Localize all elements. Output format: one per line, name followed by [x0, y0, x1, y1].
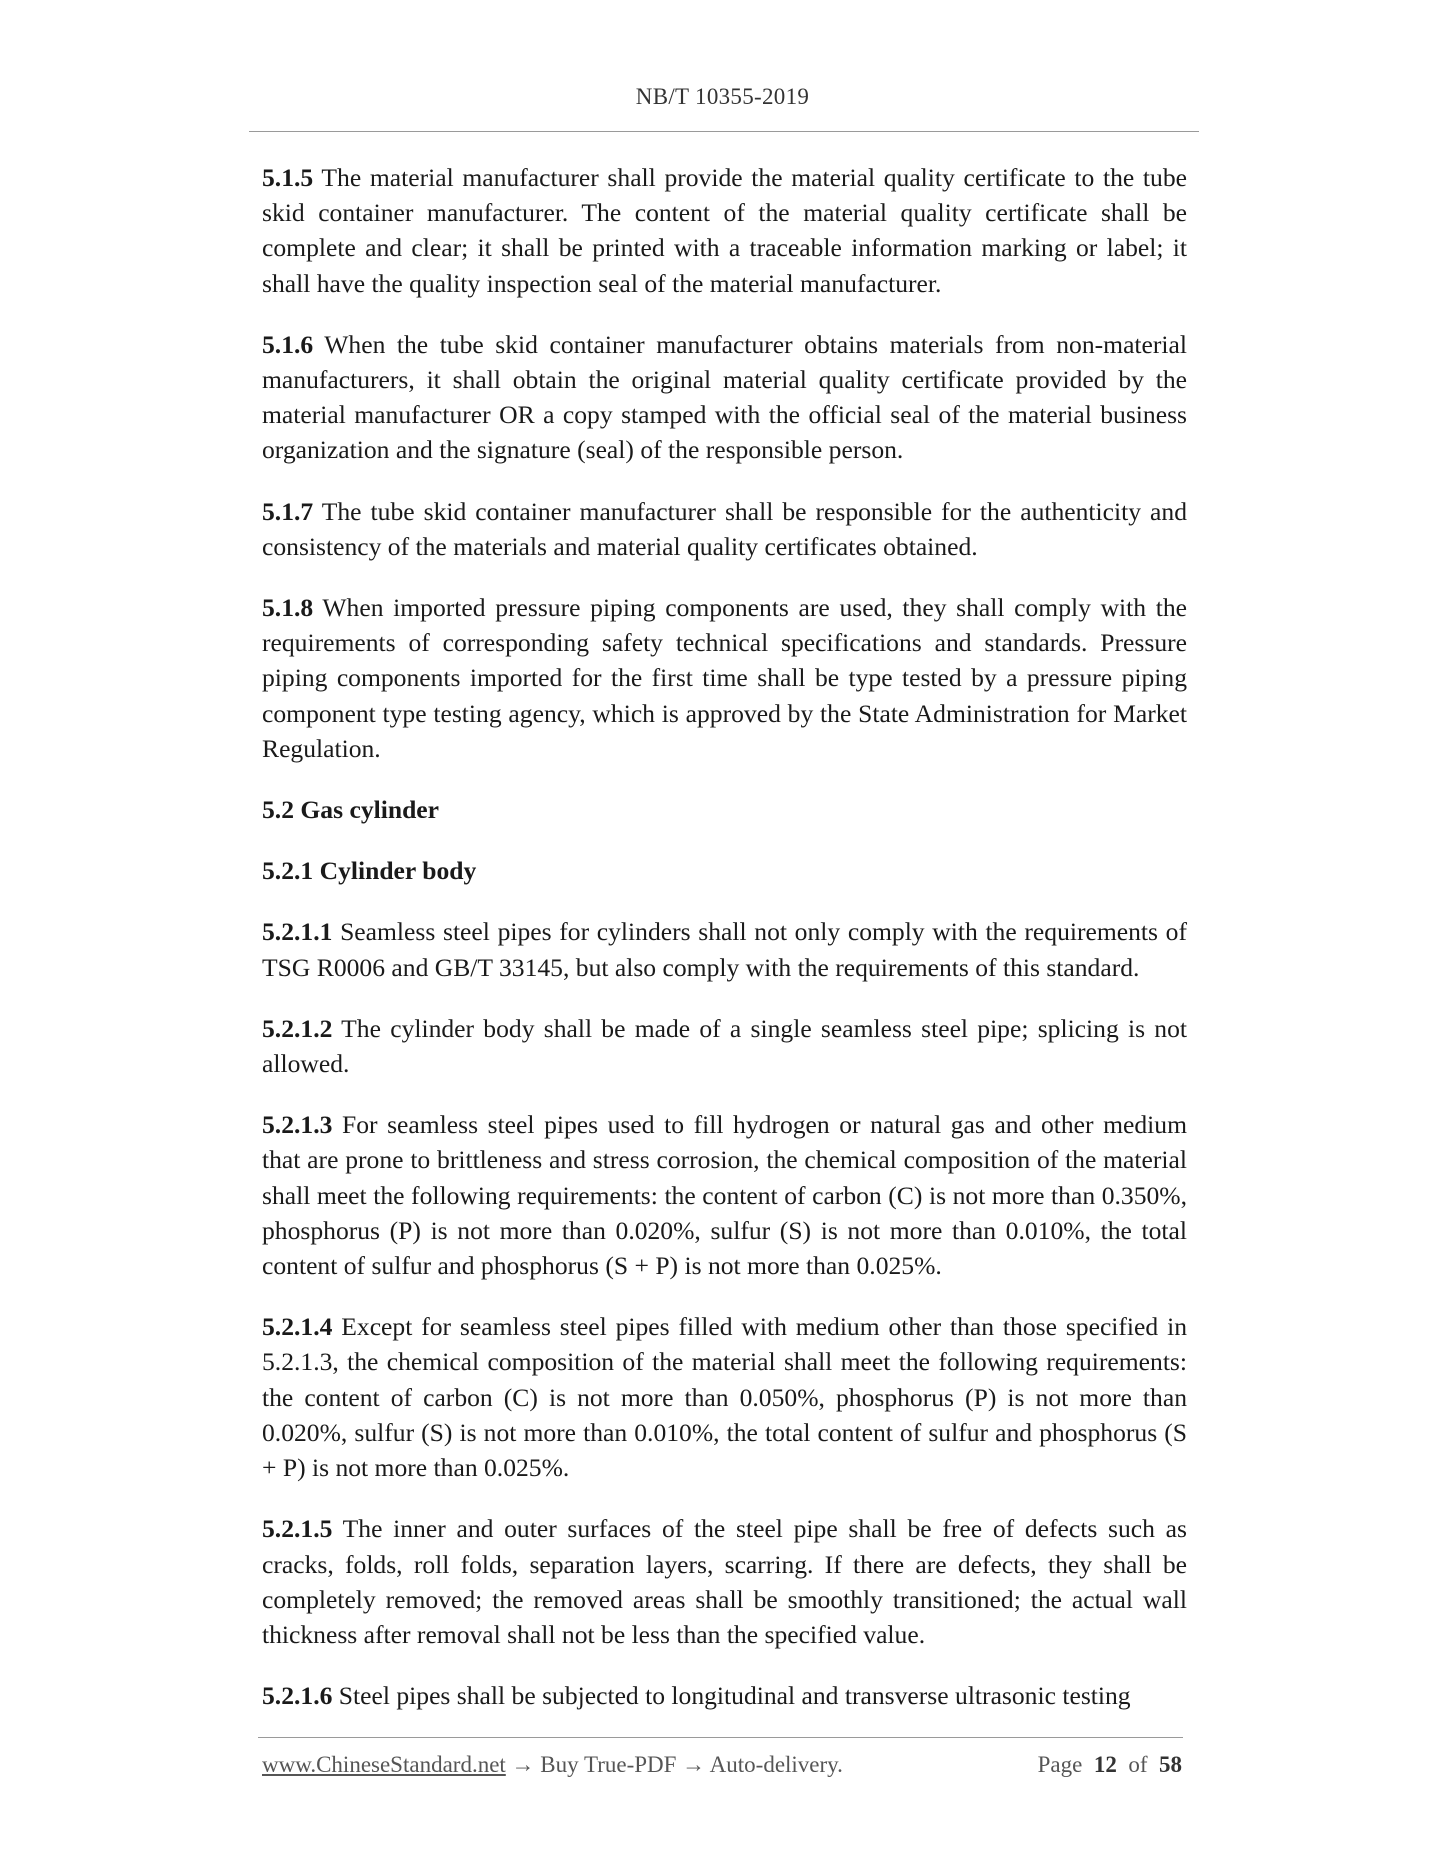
- clause-number: 5.2.1.4: [262, 1312, 333, 1342]
- clause-5-1-6: [262, 327, 1187, 468]
- section-heading-5-2-1: 5.2.1 Cylinder body: [262, 856, 477, 886]
- footer-promo-text: → Buy True-PDF → Auto-delivery.: [505, 1752, 843, 1777]
- clause-number: 5.1.6: [262, 329, 314, 359]
- clause-5-1-8: [262, 590, 1187, 766]
- clause-number: 5.2.1.6: [262, 1681, 333, 1711]
- clause-number: 5.2.1.1: [262, 917, 333, 947]
- footer-promo: [262, 1752, 843, 1778]
- page-number: 12: [1093, 1752, 1117, 1777]
- document-header: NB/T 10355-2019: [635, 84, 810, 109]
- clause-text: When the tube skid container manufacturer obtains materials from non-material manufacturers, it shall obtain the original material quality certificate provided by the material manufacturer OR a copy stamped with the official seal of the material business organization and the signature (seal) of the responsible person.: [262, 329, 1187, 465]
- clause-number: 5.2.1.3: [262, 1110, 333, 1140]
- clause-text: Steel pipes shall be subjected to longitudinal and transverse ultrasonic testing: [332, 1681, 1131, 1711]
- clause-text: For seamless steel pipes used to fill hydrogen or natural gas and other medium that are prone to brittleness and stress corrosion, the chemical composition of the material shall meet the following requirements: the content of carbon (C) is not more than 0.350%, phosphorus (P) is not more than 0.020%, sulfur (S) is not more than 0.010%, the total content of sulfur and phosphorus (S + P) is not more than 0.025%.: [262, 1110, 1187, 1281]
- website-link[interactable]: www.ChineseStandard.net: [262, 1752, 506, 1777]
- page-total: 58: [1159, 1752, 1182, 1777]
- page-footer: [262, 1752, 1182, 1778]
- clause-number: 5.2.1.5: [262, 1514, 333, 1544]
- clause-number: 5.1.7: [262, 496, 314, 526]
- clause-5-2-1-2: [262, 1011, 1187, 1081]
- clause-number: 5.2.1.2: [262, 1013, 333, 1043]
- section-heading-5-2: 5.2 Gas cylinder: [262, 795, 440, 825]
- clause-5-2-1-4: [262, 1309, 1187, 1485]
- document-body: [262, 160, 1187, 1739]
- clause-5-2-1-6: [262, 1678, 1187, 1713]
- clause-text: The tube skid container manufacturer shall be responsible for the authenticity and consistency of the materials and material quality certificates obtained.: [262, 496, 1187, 561]
- clause-5-1-7: [262, 494, 1187, 564]
- clause-text: Seamless steel pipes for cylinders shall not only comply with the requirements of TSG R0006 and GB/T 33145, but also comply with the requirements of this standard.: [262, 917, 1187, 982]
- page-word: Page: [1037, 1752, 1083, 1777]
- clause-5-2-1-5: [262, 1511, 1187, 1652]
- clause-text: The cylinder body shall be made of a single seamless steel pipe; splicing is not allowed.: [262, 1013, 1187, 1079]
- clause-text: When imported pressure piping components are used, they shall comply with the requirements of corresponding safety technical specifications and standards. Pressure piping components imported for the first time shall be type tested by a pressure piping component type testing agency, which is approved by the State Administration for Market Regulation.: [262, 593, 1187, 763]
- clause-text: Except for seamless steel pipes filled with medium other than those specified in 5.2.1.3, the chemical composition of the material shall meet the following requirements: the content of carbon (C) is not more than 0.050%, phosphorus (P) is not more than 0.020%, sulfur (S) is not more than 0.010%, the total content of sulfur and phosphorus (S + P) is not more than 0.025%.: [262, 1312, 1187, 1483]
- clause-text: The material manufacturer shall provide the material quality certificate to the tube skid container manufacturer. The content of the material quality certificate shall be complete and clear; it shall be printed with a traceable information marking or label; it shall have the quality inspection seal of the material manufacturer.: [262, 163, 1187, 298]
- clause-text: The inner and outer surfaces of the steel pipe shall be free of defects such as cracks, folds, roll folds, separation layers, scarring. If there are defects, they shall be completely removed; the removed areas shall be smoothly transitioned; the actual wall thickness after removal shall not be less than the specified value.: [262, 1514, 1187, 1649]
- clause-5-2-1-1: [262, 914, 1187, 984]
- footer-divider: [258, 1737, 1183, 1738]
- clause-5-1-5: [262, 160, 1187, 301]
- page-indicator: [1038, 1752, 1182, 1778]
- clause-5-2-1-3: [262, 1107, 1187, 1283]
- header-divider: [249, 131, 1199, 132]
- clause-number: 5.1.5: [262, 163, 314, 192]
- clause-number: 5.1.8: [262, 593, 314, 623]
- of-word: of: [1128, 1752, 1148, 1777]
